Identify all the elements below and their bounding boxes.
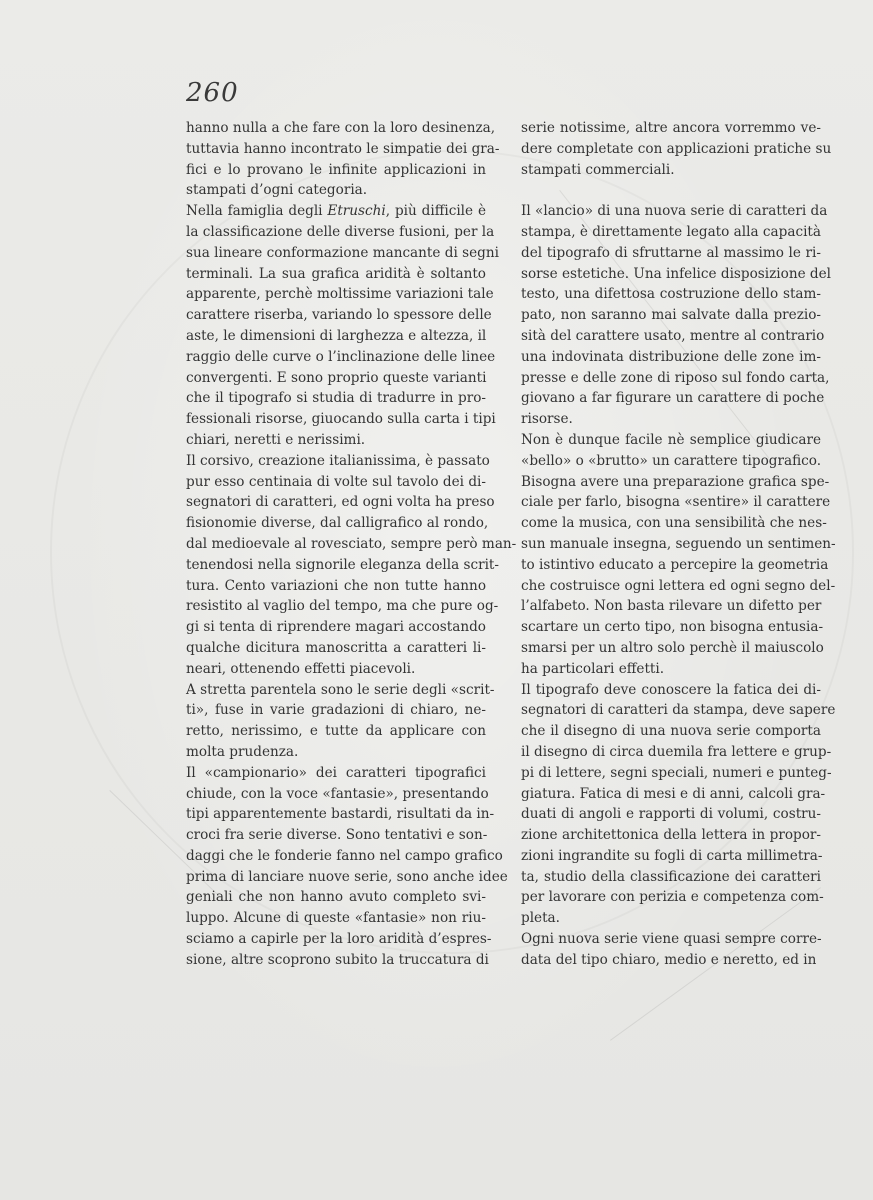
text-line: qualche dicitura manoscritta a caratteri li- — [186, 639, 486, 656]
text-line: tipi apparentemente bastardi, risultati da in- — [186, 806, 495, 823]
text-line: smarsi per un altro solo perchè il maiuscolo — [521, 639, 824, 656]
text-line: A stretta parentela sono le serie degli «scrit- — [186, 681, 495, 698]
text-line: carattere riserba, variando lo spessore delle — [186, 307, 492, 324]
text-line: pi di lettere, segni speciali, numeri e punteg- — [521, 764, 832, 781]
text-line: Il «lancio» di una nuova serie di caratteri da — [521, 203, 828, 220]
text-line: come la musica, con una sensibilità che nes- — [521, 515, 827, 532]
text-line: segnatori di caratteri da stampa, deve sapere — [521, 702, 836, 719]
text-line: «bello» o «brutto» un carattere tipografico. — [521, 452, 822, 469]
text-line: pleta. — [521, 910, 560, 927]
text-line: tura. Cento variazioni che non tutte hanno — [186, 577, 486, 594]
text-line: tenendosi nella signorile eleganza della scrit- — [186, 556, 499, 573]
text-line: prima di lanciare nuove serie, sono anche idee — [186, 868, 508, 885]
text-line: segnatori di caratteri, ed ogni volta ha preso — [186, 494, 495, 511]
text-line: retto, nerissimo, e tutte da applicare con — [186, 723, 486, 740]
text-line: aste, le dimensioni di larghezza e altezza, il — [186, 327, 487, 344]
text-line: sua lineare conformazione mancante di segni — [186, 244, 499, 261]
text-line: chiude, con la voce «fantasie», presentando — [186, 785, 489, 802]
text-line: to istintivo educato a percepire la geometria — [521, 556, 829, 573]
text-line: giatura. Fatica di mesi e di anni, calcoli gra- — [521, 785, 826, 802]
text-line: sità del carattere usato, mentre al contrario — [521, 327, 825, 344]
text-line: fisionomie diverse, dal calligrafico al rondo, — [186, 515, 489, 532]
text-line: fessionali risorse, giuocando sulla carta i tipi — [186, 411, 496, 428]
text-line: risorse. — [521, 411, 573, 428]
text-line: giovano a far figurare un carattere di poche — [521, 390, 825, 407]
text-line: sun manuale insegna, seguendo un sentimen- — [521, 535, 836, 552]
text-line: che il disegno di una nuova serie comporta — [521, 723, 821, 740]
text-line: Non è dunque facile nè semplice giudicare — [521, 431, 821, 448]
text-line: che il tipografo si studia di tradurre in pro- — [186, 390, 486, 407]
text-line: presse e delle zone di riposo sul fondo carta, — [521, 369, 830, 386]
text-line: convergenti. E sono proprio queste varianti — [186, 369, 487, 386]
text-line: zioni ingrandite su fogli di carta millimetra- — [521, 847, 823, 864]
text-line: chiari, neretti e nerissimi. — [186, 431, 366, 448]
text-line: geniali che non hanno avuto completo svi- — [186, 889, 486, 906]
text-line: resistito al vaglio del tempo, ma che pure og- — [186, 598, 499, 615]
text-line: sciamo a capirle per la loro aridità d’espres- — [186, 931, 492, 948]
text-line: dal medioevale al rovesciato, sempre però man- — [186, 535, 517, 552]
text-line: una indovinata distribuzione delle zone im- — [521, 348, 821, 365]
text-line: del tipografo di sfruttarne al massimo le ri- — [521, 244, 821, 261]
text-line: pato, non saranno mai salvate dalla prezio- — [521, 307, 821, 324]
text-line: terminali. La sua grafica aridità è soltanto — [186, 265, 486, 282]
text-line: ti», fuse in varie gradazioni di chiaro, ne- — [186, 702, 486, 719]
text-line: daggi che le fonderie fanno nel campo grafico — [186, 847, 503, 864]
text-line: molta prudenza. — [186, 743, 299, 760]
text-line: raggio delle curve o l’inclinazione delle linee — [186, 348, 496, 365]
text-line: dere completate con applicazioni pratiche su — [521, 140, 832, 157]
text-line: Bisogna avere una preparazione grafica spe- — [521, 473, 830, 490]
text-line: la classificazione delle diverse fusioni, per la — [186, 223, 495, 240]
text-line: l’alfabeto. Non basta rilevare un difetto per — [521, 598, 822, 615]
text-line: duati di angoli e rapporti di volumi, costru- — [521, 806, 821, 823]
right-text-column — [521, 118, 836, 971]
text-line: Ogni nuova serie viene quasi sempre corre- — [521, 931, 822, 948]
text-line: pur esso centinaia di volte sul tavolo dei di- — [186, 473, 486, 490]
text-line: Il corsivo, creazione italianissima, è passato — [186, 452, 490, 469]
text-line: che costruisce ogni lettera ed ogni segno del- — [521, 577, 836, 594]
text-line: Il tipografo deve conoscere la fatica dei di- — [521, 681, 821, 698]
text-line: data del tipo chiaro, medio e neretto, ed in — [521, 951, 817, 968]
text-line: serie notissime, altre ancora vorremmo ve- — [521, 120, 821, 136]
text-line: luppo. Alcune di queste «fantasie» non riu- — [186, 910, 486, 927]
text-line: sorse estetiche. Una infelice disposizione del — [521, 265, 832, 282]
text-line: apparente, perchè moltissime variazioni tale — [186, 286, 494, 303]
text-line: fici e lo provano le infinite applicazioni in — [186, 161, 486, 178]
text-line: ta, studio della classificazione dei caratteri — [521, 868, 821, 885]
text-line: tuttavia hanno incontrato le simpatie dei gra- — [186, 140, 500, 157]
text-line: stampati d’ogni categoria. — [186, 182, 368, 199]
text-line: ha particolari effetti. — [521, 660, 665, 677]
left-text-column — [186, 118, 517, 971]
text-line: neari, ottenendo effetti piacevoli. — [186, 660, 416, 677]
page-number: 260 — [186, 78, 239, 108]
text-line: stampati commerciali. — [521, 161, 675, 178]
text-line: Il «campionario» dei caratteri tipografici — [186, 764, 486, 781]
text-line: scartare un certo tipo, non bisogna entusia- — [521, 619, 824, 636]
text-line: stampa, è direttamente legato alla capacità — [521, 223, 821, 240]
text-line: gi si tenta di riprendere magari accostando — [186, 619, 486, 636]
text-line: croci fra serie diverse. Sono tentativi e son- — [186, 827, 488, 844]
text-line: hanno nulla a che fare con la loro desinenza, — [186, 120, 496, 136]
text-line: il disegno di circa duemila fra lettere e grup- — [521, 743, 832, 760]
text-line: per lavorare con perizia e competenza com- — [521, 889, 824, 906]
text-line: ciale per farlo, bisogna «sentire» il carattere — [521, 494, 831, 511]
paragraph-gap — [521, 180, 821, 201]
text-line: sione, altre scoprono subito la truccatura di — [186, 951, 489, 968]
text-line: Nella famiglia degli Etruschi, più difficile è — [186, 203, 486, 220]
text-line: zione architettonica della lettera in propor- — [521, 827, 821, 844]
text-line: testo, una difettosa costruzione dello stam- — [521, 286, 821, 303]
